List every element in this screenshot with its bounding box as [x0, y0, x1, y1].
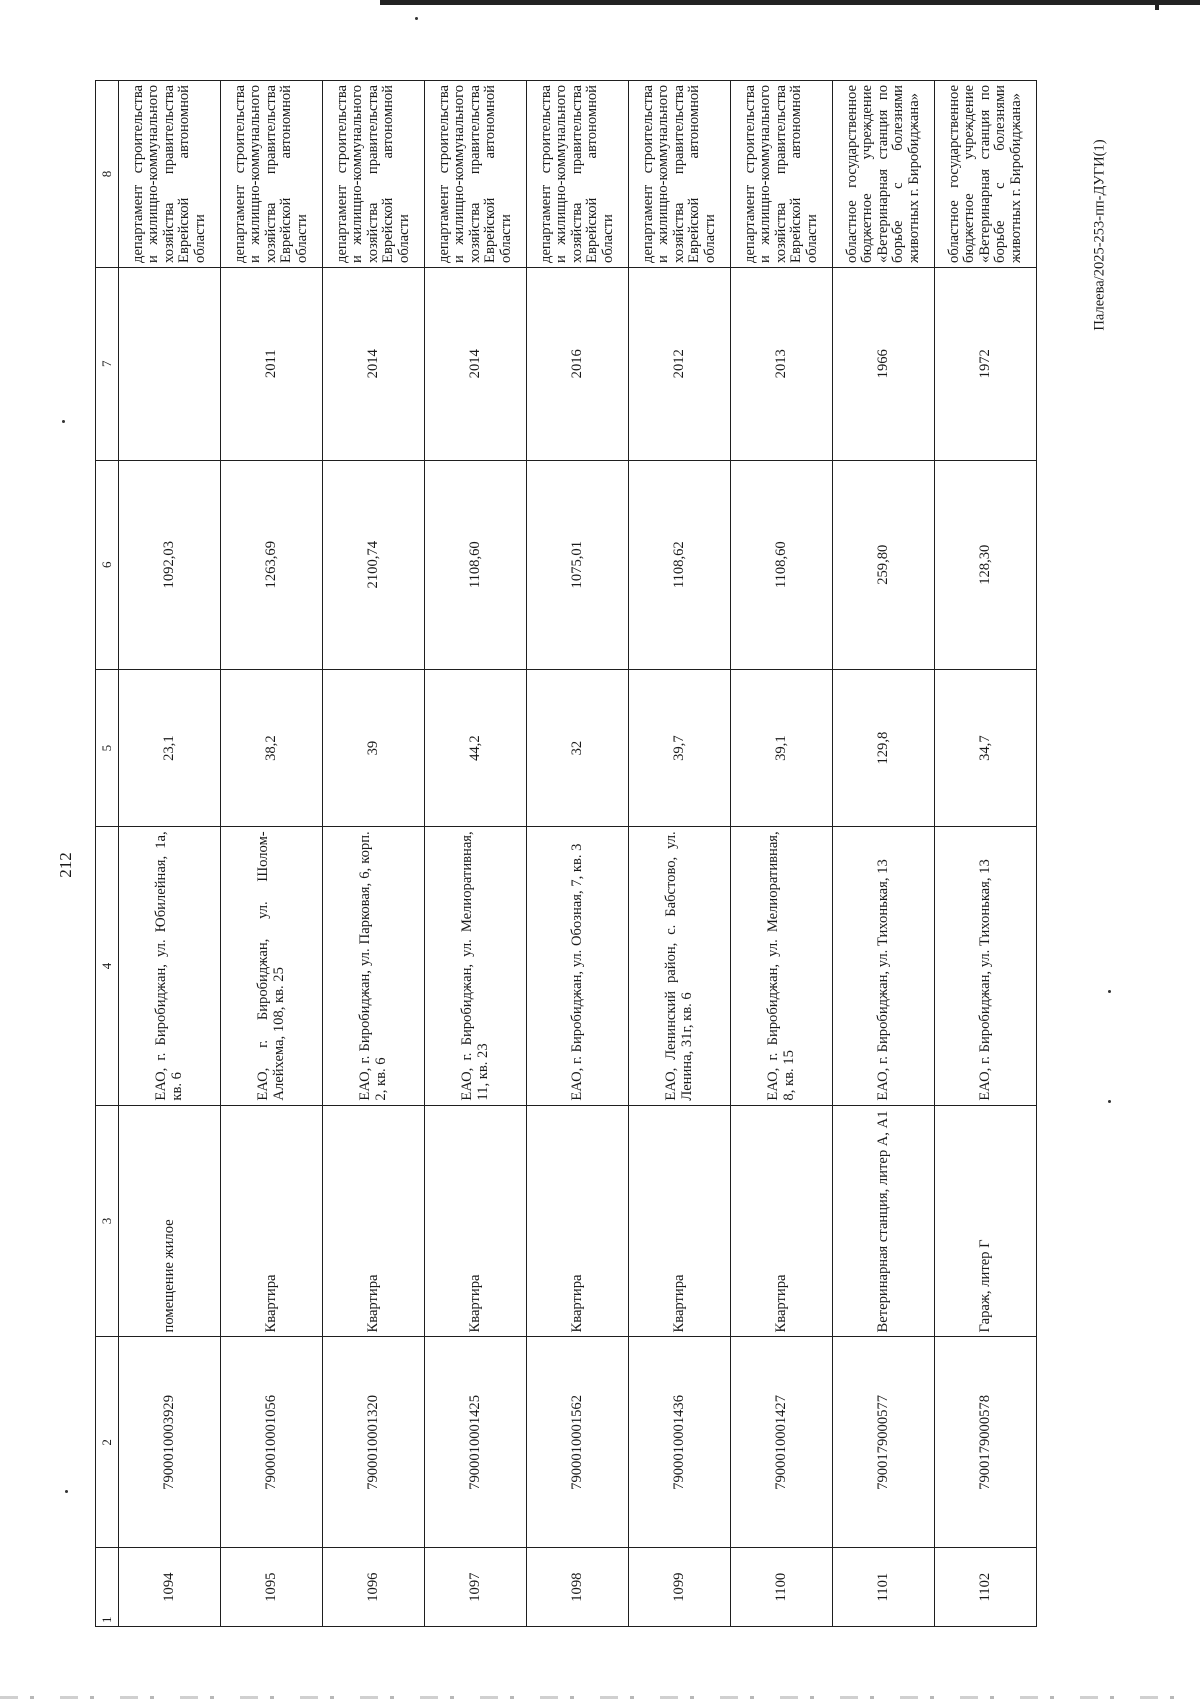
address-cell: ЕАО, г. Биробиджан, ул. Тихонькая, 13: [833, 827, 935, 1105]
area-cell: 23,1: [119, 669, 221, 826]
owner-cell: областное государственное бюджетное учреждение «Ветеринарная станция по борьбе с болезнями животных г. Биробиджана»: [833, 81, 935, 268]
address-cell: ЕАО, г. Биробиджан, ул. Обозная, 7, кв. 3: [527, 827, 629, 1105]
table-header-row: [96, 81, 119, 1627]
value-cell: 1108,60: [425, 460, 527, 669]
value-cell: 1108,60: [731, 460, 833, 669]
owner-cell: департамент строительства и жилищно-коммунального хозяйства правительства Еврейской автономной области: [731, 81, 833, 268]
registry-number-cell: 7900179000578: [935, 1337, 1037, 1548]
area-cell: 38,2: [221, 669, 323, 826]
table-row: [833, 81, 935, 1627]
value-cell: 259,80: [833, 460, 935, 669]
registry-number-cell: 7900010001436: [629, 1337, 731, 1548]
year-cell: 2016: [527, 267, 629, 460]
header-cell: 1: [96, 1548, 119, 1627]
value-cell: 1108,62: [629, 460, 731, 669]
scan-bottom-noise: [0, 1696, 1200, 1699]
value-cell: 1263,69: [221, 460, 323, 669]
table-row: [935, 81, 1037, 1627]
row-number-cell: 1098: [527, 1548, 629, 1627]
owner-cell: департамент строительства и жилищно-коммунального хозяйства правительства Еврейской автономной области: [221, 81, 323, 268]
header-cell: 6: [96, 460, 119, 669]
object-name-cell: Квартира: [221, 1105, 323, 1337]
header-cell: 3: [96, 1105, 119, 1337]
area-cell: 32: [527, 669, 629, 826]
scan-speck: [62, 420, 65, 423]
row-number-cell: 1100: [731, 1548, 833, 1627]
object-name-cell: Квартира: [731, 1105, 833, 1337]
address-cell: ЕАО, г. Биробиджан, ул. Тихонькая, 13: [935, 827, 1037, 1105]
value-cell: 1075,01: [527, 460, 629, 669]
address-cell: ЕАО, г. Биробиджан, ул. Мелиоративная, 11, кв. 23: [425, 827, 527, 1105]
address-cell: ЕАО, Ленинский район, с. Бабстово, ул. Ленина, 31г, кв. 6: [629, 827, 731, 1105]
year-cell: 2014: [323, 267, 425, 460]
object-name-cell: Гараж, литер Г: [935, 1105, 1037, 1337]
table-row: [731, 81, 833, 1627]
object-name-cell: Квартира: [629, 1105, 731, 1337]
registry-number-cell: 7900010001425: [425, 1337, 527, 1548]
area-cell: 39,1: [731, 669, 833, 826]
header-cell: 8: [96, 81, 119, 268]
header-cell: 2: [96, 1337, 119, 1548]
registry-number-cell: 7900010001320: [323, 1337, 425, 1548]
property-registry-table: [95, 80, 1037, 1627]
year-cell: 2013: [731, 267, 833, 460]
scan-speck: [415, 17, 418, 20]
row-number-cell: 1099: [629, 1548, 731, 1627]
scan-speck: [1108, 990, 1111, 993]
address-cell: ЕАО, г. Биробиджан, ул. Парковая, 6, корп. 2, кв. 6: [323, 827, 425, 1105]
object-name-cell: Квартира: [527, 1105, 629, 1337]
table-row: [425, 81, 527, 1627]
registry-number-cell: 7900010001056: [221, 1337, 323, 1548]
value-cell: 2100,74: [323, 460, 425, 669]
object-name-cell: Квартира: [425, 1105, 527, 1337]
header-cell: 4: [96, 827, 119, 1105]
document-reference: Палеева/2025-253-пп-ДУГИ(1): [1091, 139, 1108, 331]
owner-cell: областное государственное бюджетное учреждение «Ветеринарная станция по борьбе с болезнями животных г. Биробиджана»: [935, 81, 1037, 268]
value-cell: 1092,03: [119, 460, 221, 669]
row-number-cell: 1094: [119, 1548, 221, 1627]
area-cell: 44,2: [425, 669, 527, 826]
row-number-cell: 1102: [935, 1548, 1037, 1627]
page-number: 212: [56, 852, 75, 878]
row-number-cell: 1101: [833, 1548, 935, 1627]
value-cell: 128,30: [935, 460, 1037, 669]
object-name-cell: помещение жилое: [119, 1105, 221, 1337]
year-cell: [119, 267, 221, 460]
year-cell: 2012: [629, 267, 731, 460]
year-cell: 2014: [425, 267, 527, 460]
area-cell: 39: [323, 669, 425, 826]
row-number-cell: 1096: [323, 1548, 425, 1627]
address-cell: ЕАО, г. Биробиджан, ул. Юбилейная, 1а, кв. 6: [119, 827, 221, 1105]
scan-speck: [1108, 1100, 1111, 1103]
scan-top-rule: [380, 0, 1200, 5]
table-row: [323, 81, 425, 1627]
owner-cell: департамент строительства и жилищно-коммунального хозяйства правительства Еврейской автономной области: [323, 81, 425, 268]
header-cell: 7: [96, 267, 119, 460]
address-cell: ЕАО, г. Биробиджан, ул. Мелиоративная, 8, кв. 15: [731, 827, 833, 1105]
table-row: [527, 81, 629, 1627]
registry-number-cell: 7900179000577: [833, 1337, 935, 1548]
scan-top-tick: [1155, 0, 1159, 10]
object-name-cell: Квартира: [323, 1105, 425, 1337]
table-container: [95, 80, 1032, 1627]
row-number-cell: 1097: [425, 1548, 527, 1627]
owner-cell: департамент строительства и жилищно-коммунального хозяйства правительства Еврейской автономной области: [425, 81, 527, 268]
year-cell: 1966: [833, 267, 935, 460]
registry-number-cell: 7900010001562: [527, 1337, 629, 1548]
header-cell: 5: [96, 669, 119, 826]
table-row: [629, 81, 731, 1627]
year-cell: 2011: [221, 267, 323, 460]
row-number-cell: 1095: [221, 1548, 323, 1627]
area-cell: 39,7: [629, 669, 731, 826]
scan-speck: [65, 1490, 68, 1493]
owner-cell: департамент строительства и жилищно-коммунального хозяйства правительства Еврейской автономной области: [119, 81, 221, 268]
owner-cell: департамент строительства и жилищно-коммунального хозяйства правительства Еврейской автономной области: [629, 81, 731, 268]
year-cell: 1972: [935, 267, 1037, 460]
registry-number-cell: 7900010001427: [731, 1337, 833, 1548]
table-row: [119, 81, 221, 1627]
table-row: [221, 81, 323, 1627]
object-name-cell: Ветеринарная станция, литер А, А1: [833, 1105, 935, 1337]
address-cell: ЕАО, г. Биробиджан, ул. Шолом-Алейхема, 108, кв. 25: [221, 827, 323, 1105]
owner-cell: департамент строительства и жилищно-коммунального хозяйства правительства Еврейской автономной области: [527, 81, 629, 268]
registry-number-cell: 7900010003929: [119, 1337, 221, 1548]
area-cell: 129,8: [833, 669, 935, 826]
area-cell: 34,7: [935, 669, 1037, 826]
table-rotator: [95, 80, 1032, 1627]
